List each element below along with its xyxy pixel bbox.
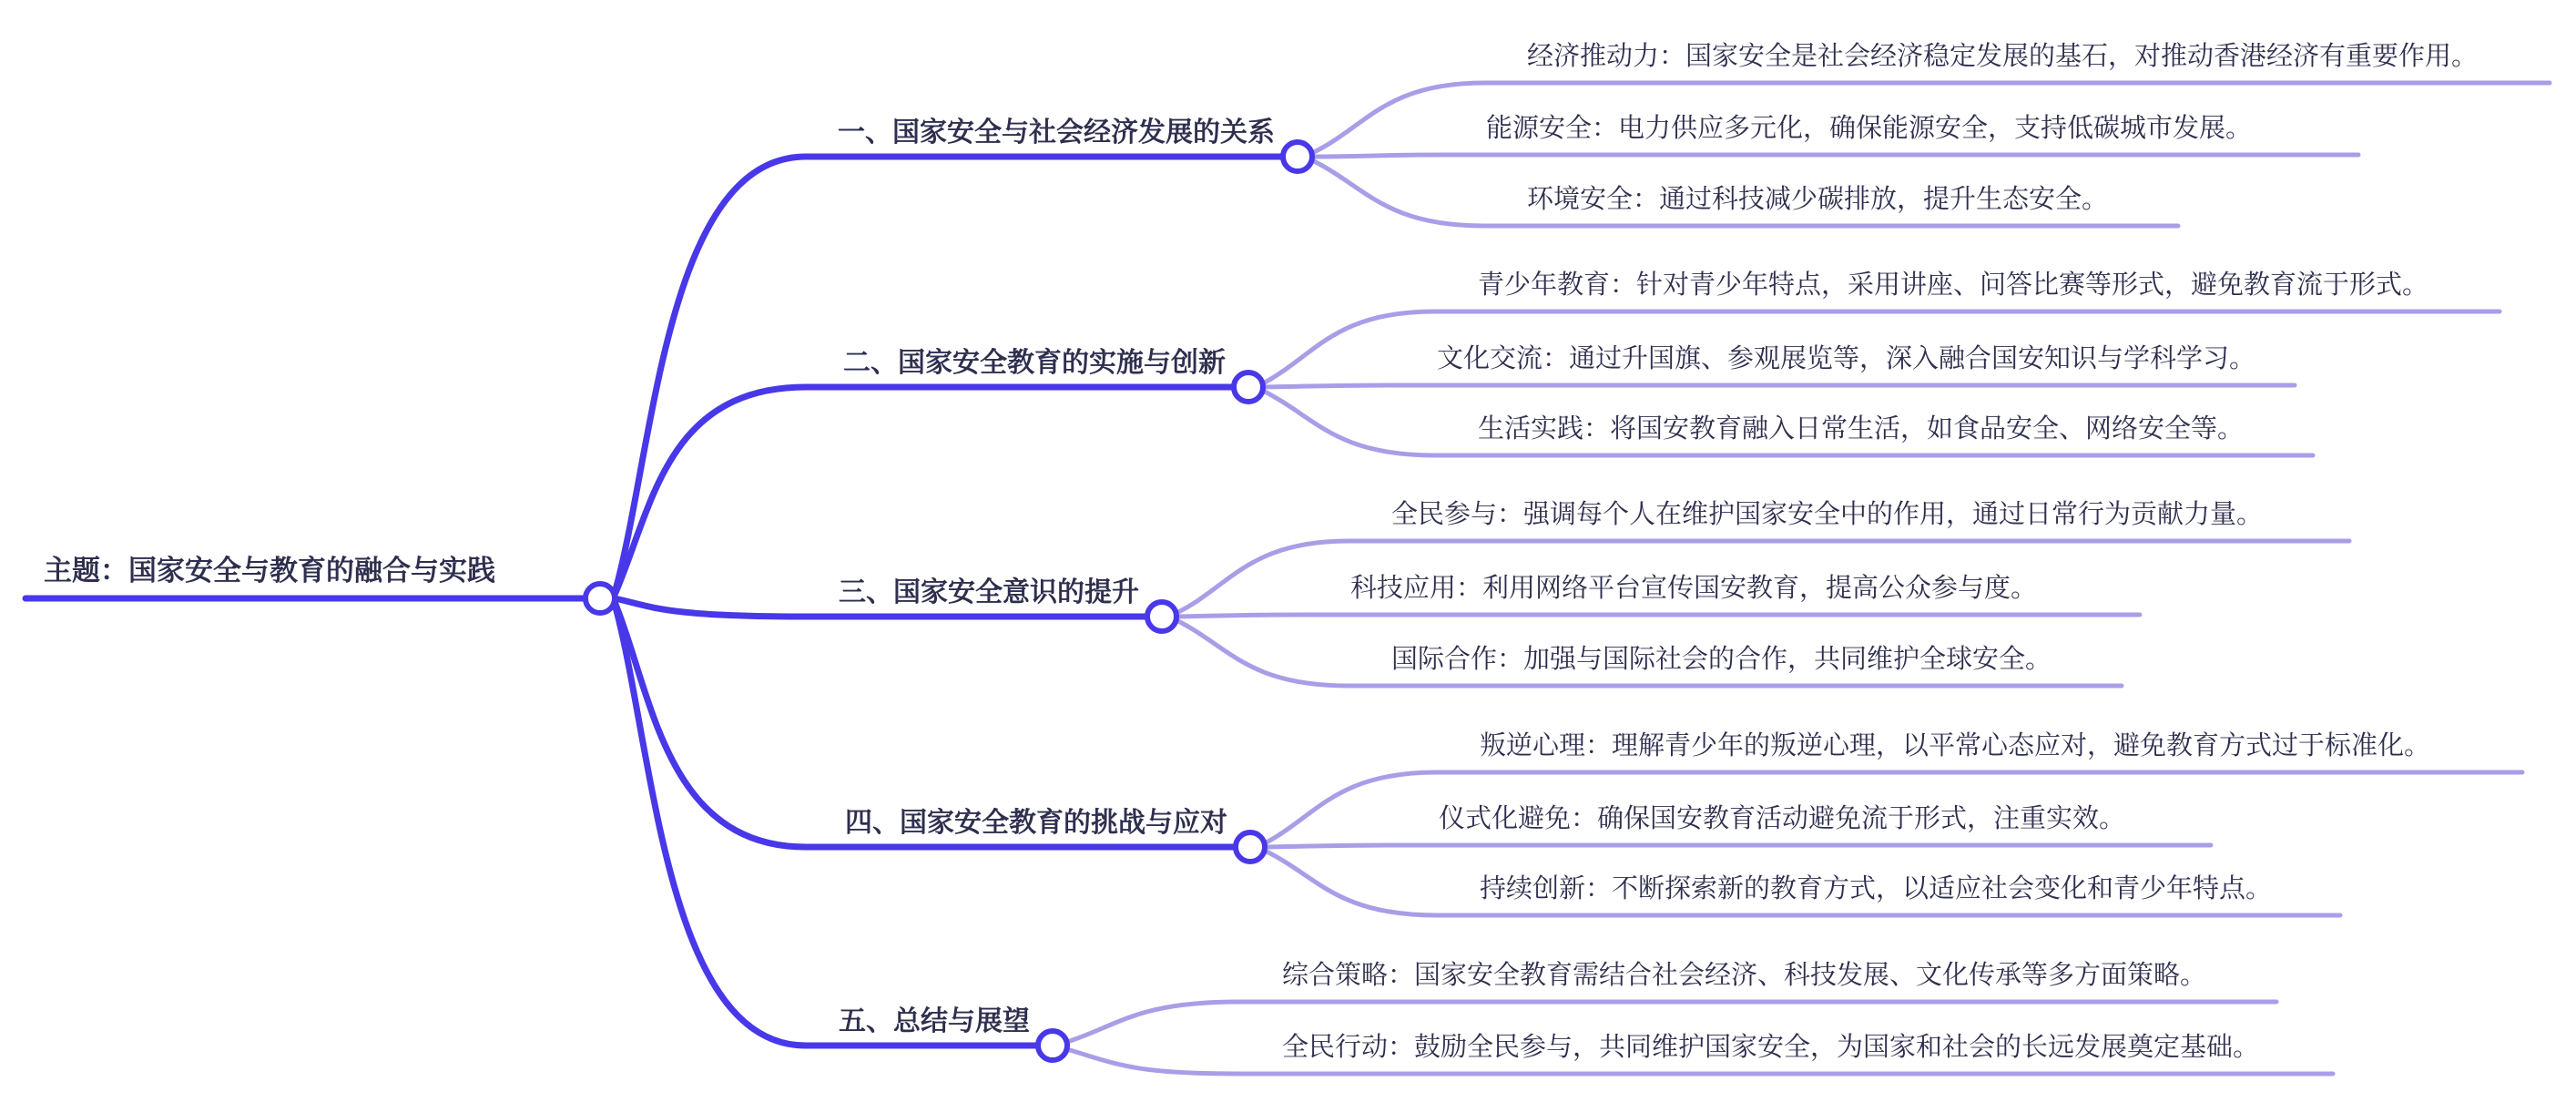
- child-1-2-line: [1312, 155, 2358, 157]
- child-topic-5-1[interactable]: 综合策略：国家安全教育需结合社会经济、科技发展、文化传承等多方面策略。: [1282, 961, 2207, 990]
- branch-2-connector: [615, 387, 1232, 595]
- child-topic-3-3[interactable]: 国际合作：加强与国际社会的合作，共同维护全球安全。: [1391, 645, 2052, 674]
- branch-2-label[interactable]: 二、国家安全教育的实施与创新: [843, 348, 1226, 378]
- branch-5-label[interactable]: 五、总结与展望: [839, 1006, 1030, 1036]
- branch-2-node-circle[interactable]: [1234, 372, 1263, 402]
- child-4-2-line: [1265, 845, 2211, 847]
- child-topic-2-3[interactable]: 生活实践：将国安教育融入日常生活，如食品安全、网络安全等。: [1478, 414, 2245, 444]
- child-3-2-line: [1176, 615, 2140, 617]
- branch-4-label[interactable]: 四、国家安全教育的挑战与应对: [845, 808, 1227, 838]
- child-topic-1-3[interactable]: 环境安全：通过科技减少碳排放，提升生态安全。: [1527, 185, 2109, 214]
- child-topic-4-1[interactable]: 叛逆心理：理解青少年的叛逆心理，以平常心态应对，避免教育方式过于标准化。: [1480, 731, 2431, 760]
- branch-3-label[interactable]: 三、国家安全意识的提升: [839, 577, 1139, 607]
- branch-3-node-circle[interactable]: [1147, 602, 1176, 631]
- branch-1-node-circle[interactable]: [1283, 142, 1312, 171]
- root-topic-label[interactable]: 主题：国家安全与教育的融合与实践: [44, 555, 495, 587]
- child-topic-3-1[interactable]: 全民参与：强调每个人在维护国家安全中的作用，通过日常行为贡献力量。: [1391, 500, 2264, 529]
- child-2-2-line: [1263, 385, 2295, 387]
- branch-1-label[interactable]: 一、国家安全与社会经济发展的关系: [838, 117, 1275, 148]
- branch-5-node-circle[interactable]: [1038, 1031, 1067, 1060]
- child-topic-4-3[interactable]: 持续创新：不断探索新的教育方式，以适应社会变化和青少年特点。: [1480, 874, 2273, 903]
- child-topic-2-2[interactable]: 文化交流：通过升国旗、参观展览等，深入融合国安知识与学科学习。: [1437, 344, 2256, 373]
- child-topic-1-2[interactable]: 能源安全：电力供应多元化，确保能源安全，支持低碳城市发展。: [1486, 114, 2253, 143]
- child-topic-3-2[interactable]: 科技应用：利用网络平台宣传国安教育，提高公众参与度。: [1350, 574, 2038, 603]
- child-topic-2-1[interactable]: 青少年教育：针对青少年特点，采用讲座、问答比赛等形式，避免教育流于形式。: [1478, 270, 2429, 300]
- branch-4-node-circle[interactable]: [1236, 832, 1265, 862]
- child-topic-1-1[interactable]: 经济推动力：国家安全是社会经济稳定发展的基石，对推动香港经济有重要作用。: [1527, 42, 2479, 71]
- child-topic-4-2[interactable]: 仪式化避免：确保国安教育活动避免流于形式，注重实效。: [1439, 804, 2126, 833]
- root-node-circle[interactable]: [585, 584, 615, 613]
- child-topic-5-2[interactable]: 全民行动：鼓励全民参与，共同维护国家安全，为国家和社会的长远发展奠定基础。: [1282, 1033, 2260, 1062]
